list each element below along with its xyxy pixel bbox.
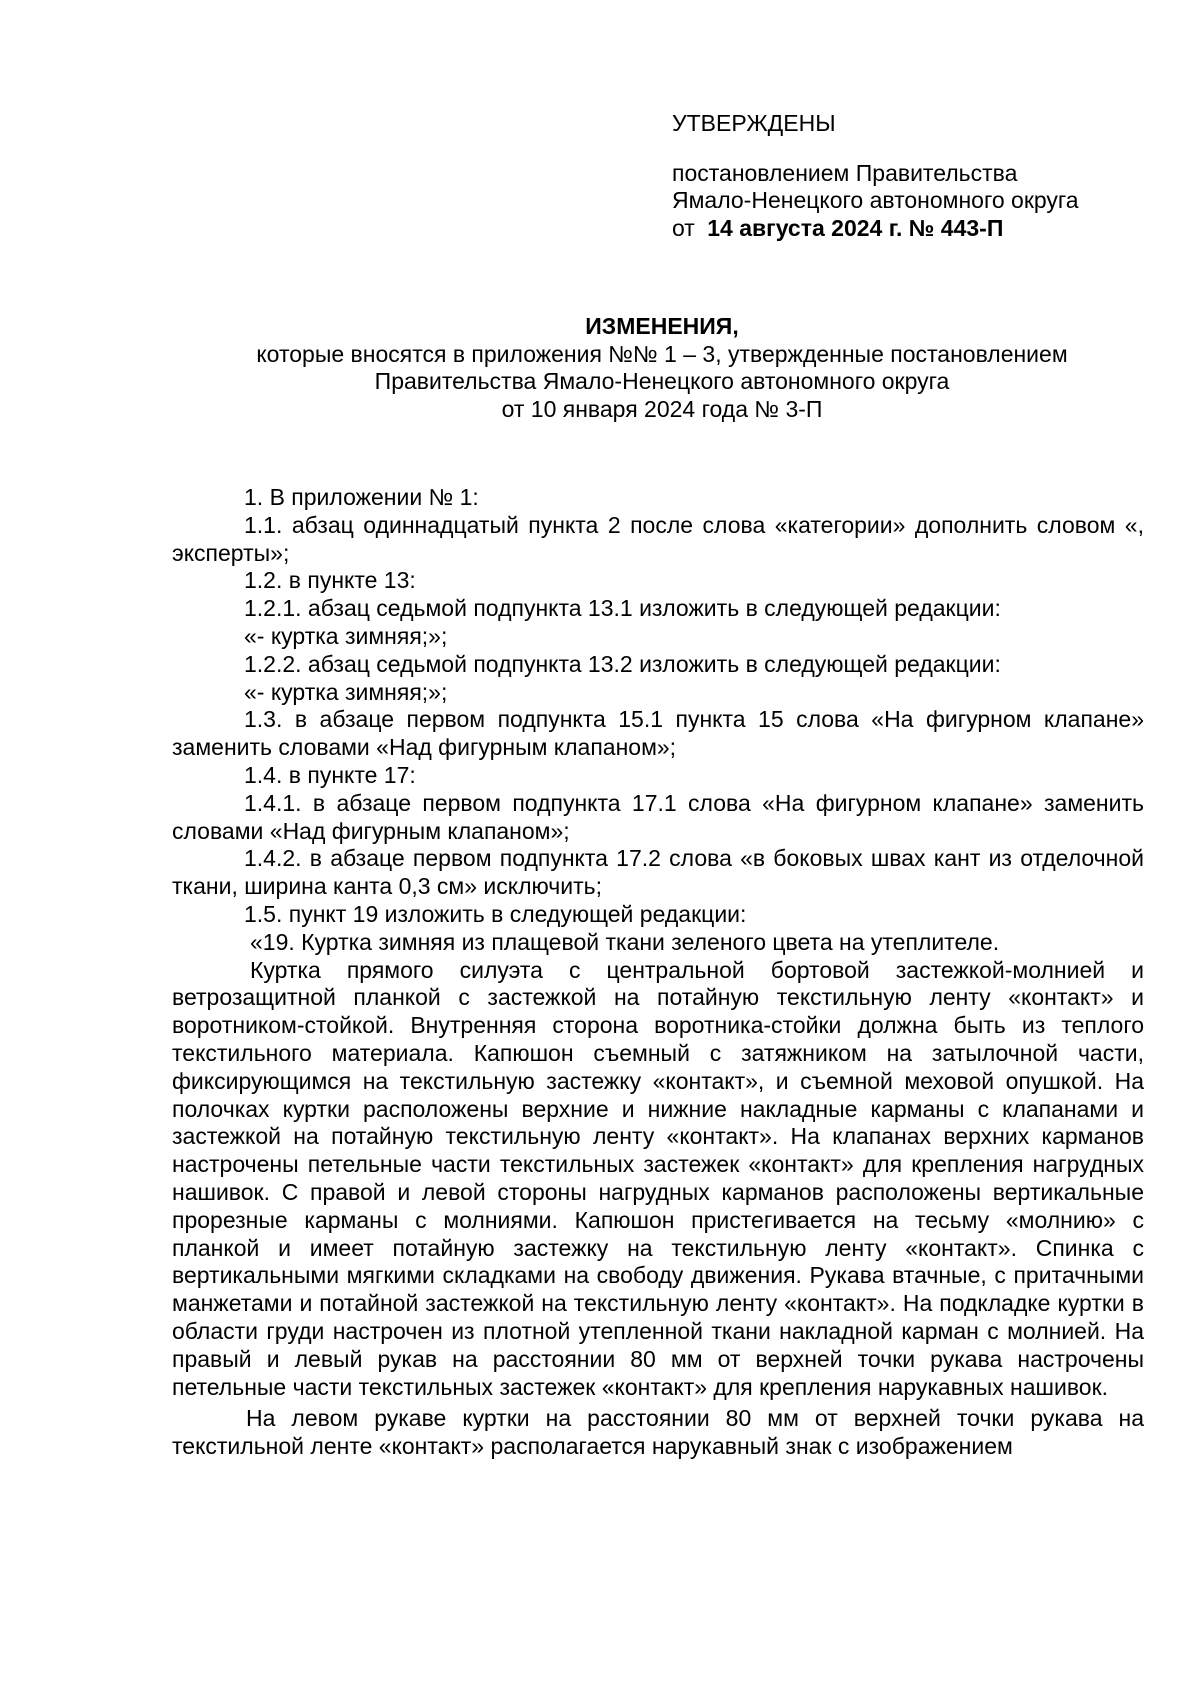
title-line: от 10 января 2024 года № 3-П xyxy=(501,395,823,422)
paragraph: 1.4.2. в абзаце первом подпункта 17.2 слова «в боковых швах кант из отделочной ткани, ширина канта 0,3 см» исключить; xyxy=(172,845,1144,900)
approval-date-number: 14 августа 2024 г. № 443-П xyxy=(707,214,1004,241)
approval-block xyxy=(672,110,1172,242)
title-heading: ИЗМЕНЕНИЯ, xyxy=(585,313,739,339)
paragraph: 1.4. в пункте 17: xyxy=(244,761,416,788)
title-line: Правительства Ямало-Ненецкого автономного округа xyxy=(374,368,950,394)
paragraph: 1. В приложении № 1: xyxy=(244,484,479,510)
paragraph: «- куртка зимняя;»; xyxy=(244,678,448,705)
paragraph: 1.3. в абзаце первом подпункта 15.1 пункта 15 слова «На фигурном клапане» заменить словами «Над фигурным клапаном»; xyxy=(172,706,1144,761)
approval-line: постановлением Правительства xyxy=(672,159,1018,186)
paragraph: «- куртка зимняя;»; xyxy=(244,622,448,649)
approval-date-prefix: от xyxy=(672,214,695,241)
paragraph: 1.2. в пункте 13: xyxy=(244,567,416,594)
title-line: которые вносятся в приложения №№ 1 – 3, утвержденные постановлением xyxy=(256,340,1068,367)
paragraph: «19. Куртка зимняя из плащевой ткани зеленого цвета на утеплителе. xyxy=(250,928,1000,955)
document-body xyxy=(172,484,1144,1461)
paragraph: 1.1. абзац одиннадцатый пункта 2 после слова «категории» дополнить словом «, эксперты»; xyxy=(172,511,1144,566)
paragraph: Куртка прямого силуэта с центральной бортовой застежкой-молнией и ветрозащитной планкой с застежкой на потайную текстильную ленту «контакт» и воротником-стойкой. Внутренняя сторона воротника-стойки должна быть из теплого текстильного материала. Капюшон съемный с затяжником на затылочной части, фиксирующимся на текстильную застежку «контакт», и съемной меховой опушкой. На полочках куртки расположены верхние и нижние накладные карманы с клапанами и застежкой на потайную текстильную ленту «контакт». На клапанах верхних карманов настрочены петельные части текстильных застежек «контакт» для крепления нагрудных нашивок. С правой и левой стороны нагрудных карманов расположены вертикальные прорезные карманы с молниями. Капюшон пристегивается на тесьму «молнию» с планкой и имеет потайную застежку на текстильную ленту «контакт». Спинка с вертикальными мягкими складками на свободу движения. Рукава втачные, с притачными манжетами и потайной застежкой на текстильную ленту «контакт». На подкладке куртки в области груди настрочен из плотной утепленной ткани накладной карман с молнией. На правый и левый рукав на расстоянии 80 мм от верхней точки рукава настрочены петельные части текстильных застежек «контакт» для крепления нарукавных нашивок. xyxy=(172,956,1144,1400)
paragraph: На левом рукаве куртки на расстоянии 80 мм от верхней точки рукава на текстильной ленте «контакт» располагается нарукавный знак с изображением xyxy=(172,1405,1144,1460)
document-title xyxy=(172,313,1152,423)
paragraph: 1.5. пункт 19 изложить в следующей редакции: xyxy=(244,900,747,927)
paragraph: 1.2.2. абзац седьмой подпункта 13.2 изложить в следующей редакции: xyxy=(244,650,1001,677)
approval-line: Ямало-Ненецкого автономного округа xyxy=(672,187,1079,213)
approval-date-line xyxy=(672,215,1172,243)
approval-stamp: УТВЕРЖДЕНЫ xyxy=(672,110,836,136)
paragraph: 1.2.1. абзац седьмой подпункта 13.1 изложить в следующей редакции: xyxy=(244,595,1001,622)
paragraph: 1.4.1. в абзаце первом подпункта 17.1 слова «На фигурном клапане» заменить словами «Над фигурным клапаном»; xyxy=(172,789,1144,844)
